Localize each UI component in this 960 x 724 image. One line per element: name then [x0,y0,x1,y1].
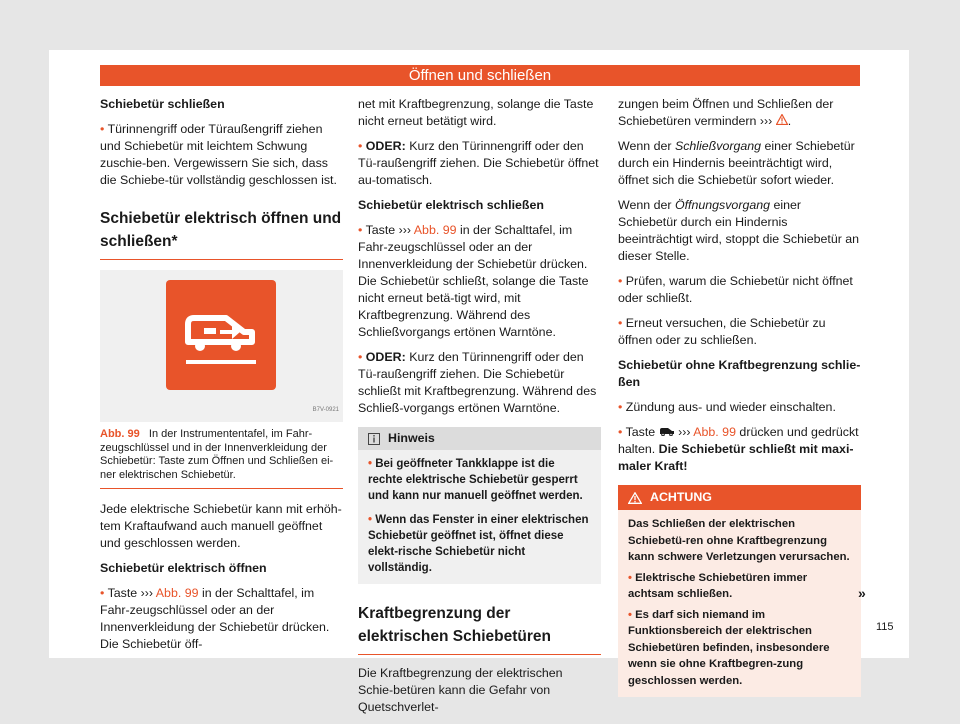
warning-box [618,485,861,697]
figure-link[interactable]: Abb. 99 [693,425,736,439]
hint-box [358,427,601,584]
paragraph: • Türinnengriff oder Türaußengriff ziehen und Schiebetür mit leichtem Schwung zuschie-ben. Vergewissern Sie sich, dass die Schiebe-tür vollständig geschlossen ist. [100,122,337,187]
warning-icon [628,492,642,504]
list-item: • Prüfen, warum die Schiebetür nicht öffnet oder schließt. [618,274,853,305]
bullet-icon: • [100,122,105,136]
paragraph: • Taste ››› Abb. 99 in der Schalttafel, im Fahr-zeugschlüssel oder an der Innenverkleidung der Schiebetür drücken. Die Schiebetür öff- [100,586,330,651]
page-number: 115 [876,621,894,633]
info-icon [368,433,380,445]
paragraph: Jede elektrische Schiebetür kann mit erhöh-tem Kraftaufwand auch manuell geöffnet und geschlossen werden. [100,502,342,550]
figure-caption: Abb. 99 In der Instrumententafel, im Fahr-zeugschlüssel und in der Innenverkleidung der Schiebetür: Taste zum Öffnen und Schließen ei-ner elektrischen Schiebetür. [100,422,343,489]
paragraph: zungen beim Öffnen und Schließen der Schiebetüren vermindern ››› . [618,97,834,128]
paragraph: Wenn der Schließvorgang einer Schiebetür durch ein Hindernis beeinträchtigt wird, öffnet sich die Schiebetür sofort wieder. [618,139,855,187]
heading-close-door: Schiebetür schließen [100,97,225,111]
figure-link[interactable]: Abb. 99 [155,586,199,600]
warning-body: Das Schließen der elektrischen Schiebetü-ren ohne Kraftbegrenzung kann schwere Verletzungen verursachen. • Elektrische Schiebetüren immer achtsam schließen. • Es darf sich niemand im Funktionsbereich der elektrischen Schiebetüren befinden, insbesondere wenn sie ohne Kraftbegren-zung geschlossen werden. [628,518,850,687]
paragraph: Die Kraftbegrenzung der elektrischen Schie-betüren kann die Gefahr von Quetschverlet- [358,666,563,714]
sliding-door-button-image [166,280,276,390]
paragraph: • ODER: Kurz den Türinnengriff oder den Tü-raußengriff ziehen. Die Schiebetür schließt mit Kraftbegrenzung. Während des Schließ-vorgangs ertönen Warntöne. [358,350,597,415]
warning-icon [776,114,788,125]
list-item: • Zündung aus- und wieder einschalten. [618,400,836,414]
list-item: • Taste ››› Abb. 99 drücken und gedrückt halten. Die Schiebetür schließt mit maxi-maler Kraft! [618,425,859,473]
paragraph: Wenn der Öffnungsvorgang einer Schiebetür durch ein Hindernis beeinträchtigt wird, stoppt die Schiebetür an dieser Stelle. [618,198,860,263]
heading-close-electric: Schiebetür elektrisch schließen [358,198,544,212]
figure-99 [100,270,343,422]
paragraph: • ODER: Kurz den Türinnengriff oder den Tü-raußengriff ziehen. Die Schiebetür öffnet au-tomatisch. [358,139,599,187]
warning-header: ACHTUNG [618,485,861,510]
column-2 [358,96,601,724]
list-item: • Erneut versuchen, die Schiebetür zu öffnen oder zu schließen. [618,316,826,347]
heading-no-force-limit: Schiebetür ohne Kraftbegrenzung schlie-ßen [618,358,861,389]
section-title: Schiebetür elektrisch öffnen und schließen* [100,207,343,260]
van-icon [659,427,675,436]
column-1 [100,96,343,661]
column-3 [618,96,861,697]
heading-open-electric: Schiebetür elektrisch öffnen [100,561,267,575]
paragraph: • Taste ››› Abb. 99 in der Schalttafel, im Fahr-zeugschlüssel oder an der Innenverkleidung der Schiebetür drücken. Die Schiebetür schließt, solange die Taste nicht erneut betä-tigt wird, mit Kraftbegrenzung. Während des Schließvorgangs ertönen Warntöne. [358,223,589,339]
paragraph: net mit Kraftbegrenzung, solange die Taste nicht erneut betätigt wird. [358,97,594,128]
van-door-icon [166,280,276,390]
hint-header: Hinweis [358,427,601,450]
figure-code: B7V-0921 [312,407,339,413]
hint-body: • Bei geöffneter Tankklappe ist die rechte elektrische Schiebetür gesperrt und kann nur manuell geöffnet werden. • Wenn das Fenster in einer elektrischen Schiebetür geöffnet ist, öffnet diese elekt-rische Schiebetür nicht vollständig. [368,458,589,574]
section-title: Kraftbegrenzung der elektrischen Schiebetüren [358,602,601,655]
continue-marker: » [858,585,866,601]
page-header: Öffnen und schließen [100,65,860,86]
figure-link[interactable]: Abb. 99 [413,223,457,237]
